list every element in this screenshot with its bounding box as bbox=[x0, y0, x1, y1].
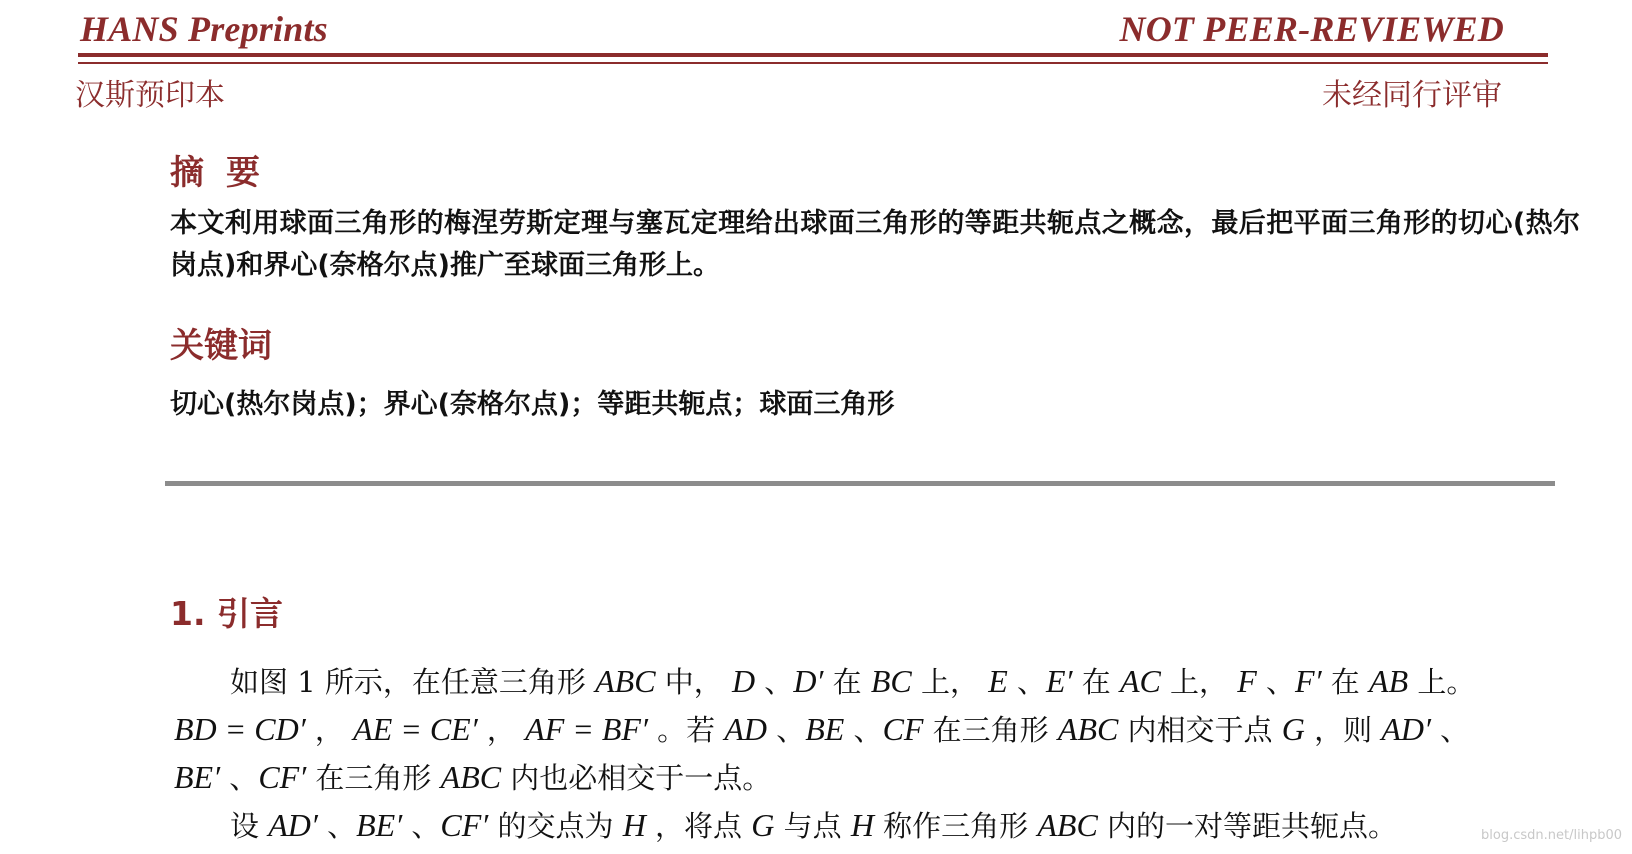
review-status-zh: 未经同行评审 bbox=[1322, 78, 1502, 113]
math-run: G bbox=[751, 807, 775, 843]
journal-name: HANS Preprints bbox=[80, 9, 328, 49]
text-run: 、 bbox=[402, 809, 441, 843]
math-run: D′ bbox=[793, 663, 824, 699]
math-run: AD′ bbox=[1381, 711, 1431, 747]
math-run: AB bbox=[1369, 663, 1409, 699]
math-run: ABC bbox=[440, 759, 502, 795]
math-run: E bbox=[988, 663, 1008, 699]
text-run: 在 bbox=[823, 665, 871, 699]
math-run: AE = CE′ bbox=[353, 711, 478, 747]
text-run: 、 bbox=[1256, 665, 1296, 699]
math-run: F bbox=[1237, 663, 1257, 699]
text-run: 在三角形 bbox=[306, 761, 441, 795]
text-run: 内也必相交于一点。 bbox=[501, 761, 772, 795]
math-run: G bbox=[1281, 711, 1305, 747]
text-run: 。若 bbox=[647, 713, 725, 747]
review-status: NOT PEER-REVIEWED bbox=[1119, 9, 1504, 49]
text-run: 在 bbox=[1072, 665, 1120, 699]
text-run: 中， bbox=[655, 665, 732, 699]
text-run: 、 bbox=[755, 665, 794, 699]
text-run: 在 bbox=[1321, 665, 1370, 699]
keywords-heading: 关键词 bbox=[170, 326, 272, 366]
intro-paragraph-line-3 bbox=[174, 756, 771, 797]
text-run: 上， bbox=[911, 665, 989, 699]
abstract-text: 本文利用球面三角形的梅涅劳斯定理与塞瓦定理给出球面三角形的等距共轭点之概念，最后把平面三角形的切心(热尔岗点)和界心(奈格尔点)推广至球面三角形上。 bbox=[170, 208, 1580, 281]
math-run: ABC bbox=[1037, 807, 1098, 843]
math-run: CF′ bbox=[440, 807, 489, 843]
source-watermark: blog.csdn.net/lihpb00 bbox=[1481, 828, 1622, 843]
text-run: 、 bbox=[844, 713, 883, 747]
math-run: BC bbox=[870, 663, 912, 699]
text-run: 、 bbox=[317, 809, 357, 843]
math-run: BE′ bbox=[174, 759, 221, 795]
text-run: 、 bbox=[767, 713, 806, 747]
math-run: H bbox=[622, 807, 646, 843]
math-run: AD′ bbox=[268, 807, 318, 843]
math-run: AF = BF′ bbox=[525, 711, 648, 747]
keywords-text: 切心(热尔岗点)；界心(奈格尔点)；等距共轭点；球面三角形 bbox=[170, 389, 895, 420]
text-run: ，则 bbox=[1304, 713, 1382, 747]
text-run: 称作三角形 bbox=[873, 809, 1038, 843]
intro-heading: 1. 引言 bbox=[170, 594, 283, 633]
text-run: ， bbox=[477, 713, 526, 747]
math-run: E′ bbox=[1045, 663, 1073, 699]
text-run: 在三角形 bbox=[923, 713, 1058, 747]
text-run: 上。 bbox=[1408, 665, 1476, 699]
text-run: 、 bbox=[220, 761, 259, 795]
math-run: ABC bbox=[595, 663, 656, 699]
section-divider bbox=[165, 481, 1555, 486]
text-run: ，将点 bbox=[645, 809, 752, 843]
text-run: 如图 1 所示，在任意三角形 bbox=[230, 665, 596, 699]
math-run: CF bbox=[882, 711, 924, 747]
math-run: BD = CD′ bbox=[174, 711, 306, 747]
text-run: ， bbox=[305, 713, 354, 747]
math-run: ABC bbox=[1057, 711, 1119, 747]
header-rule-bottom bbox=[78, 62, 1548, 64]
text-run: 、 bbox=[1007, 665, 1046, 699]
text-run: 的交点为 bbox=[488, 809, 623, 843]
text-run: 与点 bbox=[774, 809, 851, 843]
journal-name-zh: 汉斯预印本 bbox=[75, 78, 225, 113]
intro-paragraph-line-1 bbox=[230, 660, 1475, 701]
math-run: H bbox=[850, 807, 874, 843]
math-run: AC bbox=[1119, 663, 1161, 699]
text-run: 、 bbox=[1430, 713, 1470, 747]
math-run: F′ bbox=[1295, 663, 1322, 699]
text-run: 设 bbox=[230, 809, 269, 843]
text-run: 上， bbox=[1160, 665, 1238, 699]
intro-paragraph-line-2 bbox=[174, 708, 1469, 749]
header-rule-top bbox=[78, 53, 1548, 57]
math-run: CF′ bbox=[258, 759, 307, 795]
math-run: D bbox=[731, 663, 756, 699]
math-run: AD bbox=[724, 711, 768, 747]
abstract-heading: 摘要 bbox=[170, 153, 282, 193]
math-run: BE′ bbox=[356, 807, 403, 843]
text-run: 内相交于点 bbox=[1118, 713, 1282, 747]
intro-paragraph-line-4 bbox=[230, 804, 1397, 845]
math-run: BE bbox=[805, 711, 845, 747]
text-run: 内的一对等距共轭点。 bbox=[1097, 809, 1398, 843]
